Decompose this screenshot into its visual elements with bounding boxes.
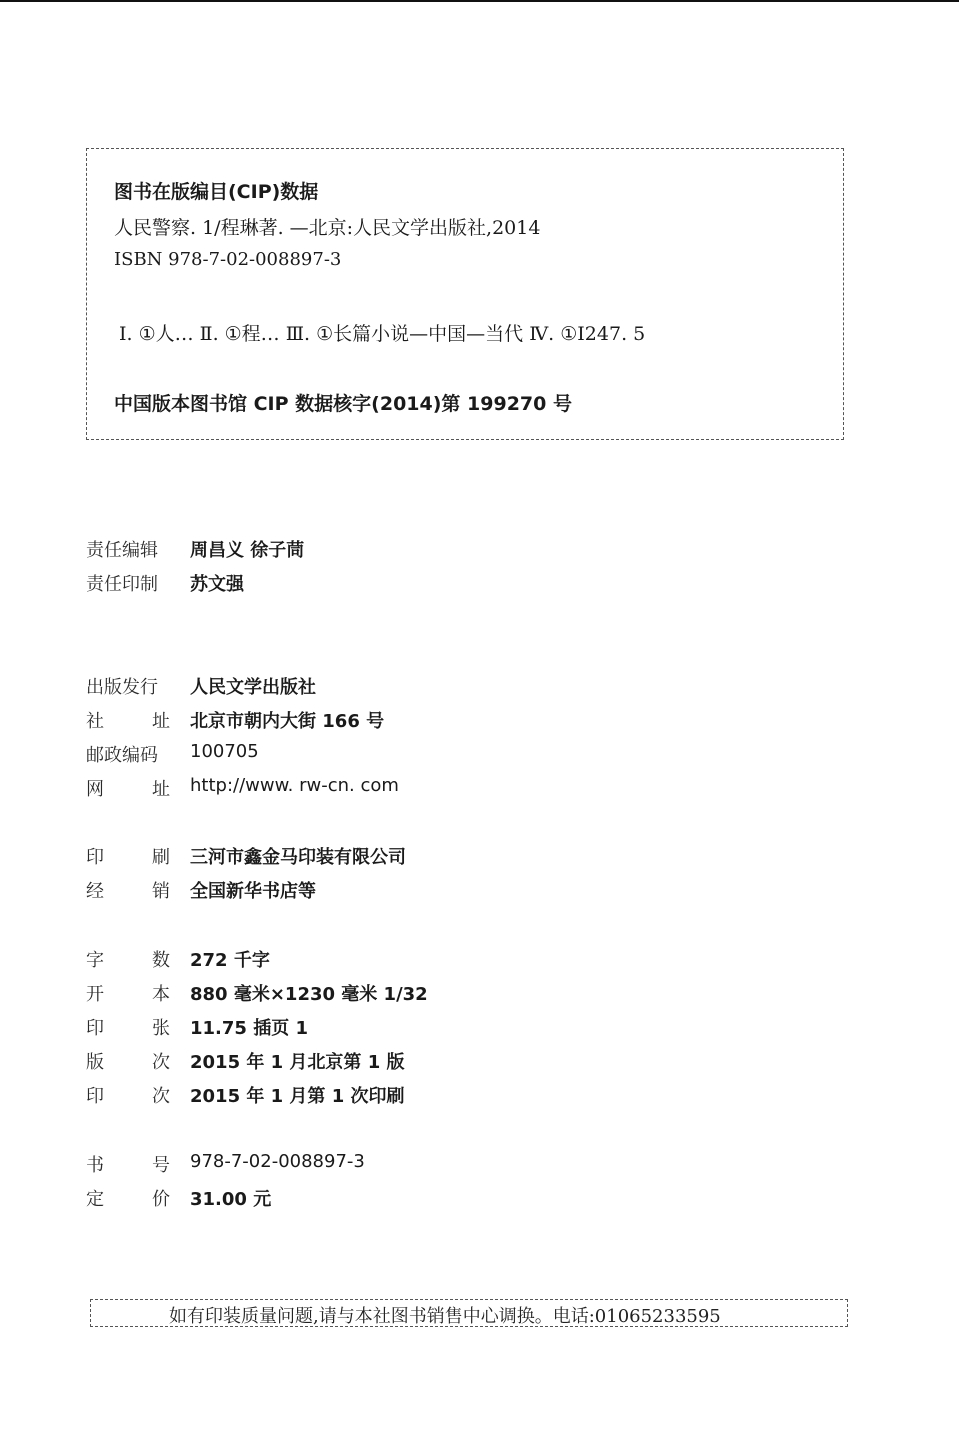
top-rule — [0, 0, 959, 2]
editor-label: 责任编辑 — [86, 540, 158, 561]
cip-title: 图书在版编目(CIP)数据 — [114, 181, 319, 203]
publisher-value: 人民文学出版社 — [190, 677, 316, 698]
postcode-value: 100705 — [190, 741, 259, 762]
editor-value: 周昌义 徐子茼 — [190, 540, 305, 561]
impression-value: 2015 年 1 月第 1 次印刷 — [190, 1086, 405, 1107]
impression-label: 印 次 — [86, 1086, 170, 1107]
quality-notice-text: 如有印装质量问题,请与本社图书销售中心调换。电话:01065233595 — [169, 1306, 721, 1327]
sheets-label: 印 张 — [86, 1018, 170, 1039]
website-value: http://www. rw-cn. com — [190, 775, 399, 796]
format-value: 880 毫米×1230 毫米 1/32 — [190, 984, 428, 1005]
quality-notice-box — [90, 1299, 848, 1327]
sheets-value: 11.75 插页 1 — [190, 1018, 308, 1039]
cip-classification: Ⅰ. ①人… Ⅱ. ①程… Ⅲ. ①长篇小说—中国—当代 Ⅳ. ①I247. 5 — [119, 323, 646, 345]
cip-entry: 人民警察. 1/程琳著. —北京:人民文学出版社,2014 — [114, 217, 541, 239]
postcode-label: 邮政编码 — [86, 745, 158, 766]
publisher-label: 出版发行 — [86, 677, 158, 698]
distributor-value: 全国新华书店等 — [190, 881, 316, 902]
edition-value: 2015 年 1 月北京第 1 版 — [190, 1052, 405, 1073]
print-manager-value: 苏文强 — [190, 574, 244, 595]
print-manager-label: 责任印制 — [86, 574, 158, 595]
cip-verification: 中国版本图书馆 CIP 数据核字(2014)第 199270 号 — [114, 393, 572, 415]
address-value: 北京市朝内大街 166 号 — [190, 711, 385, 732]
book-number-value: 978-7-02-008897-3 — [190, 1151, 365, 1172]
address-label: 社 址 — [86, 711, 170, 732]
format-label: 开 本 — [86, 984, 170, 1005]
website-label: 网 址 — [86, 779, 170, 800]
distributor-label: 经 销 — [86, 881, 170, 902]
cip-data-box — [86, 148, 844, 440]
price-label: 定 价 — [86, 1189, 170, 1210]
word-count-label: 字 数 — [86, 950, 170, 971]
cip-isbn: ISBN 978-7-02-008897-3 — [114, 249, 342, 270]
printer-value: 三河市鑫金马印装有限公司 — [190, 847, 406, 868]
edition-label: 版 次 — [86, 1052, 170, 1073]
book-number-label: 书 号 — [86, 1155, 170, 1176]
word-count-value: 272 千字 — [190, 950, 270, 971]
price-value: 31.00 元 — [190, 1189, 272, 1210]
printer-label: 印 刷 — [86, 847, 170, 868]
